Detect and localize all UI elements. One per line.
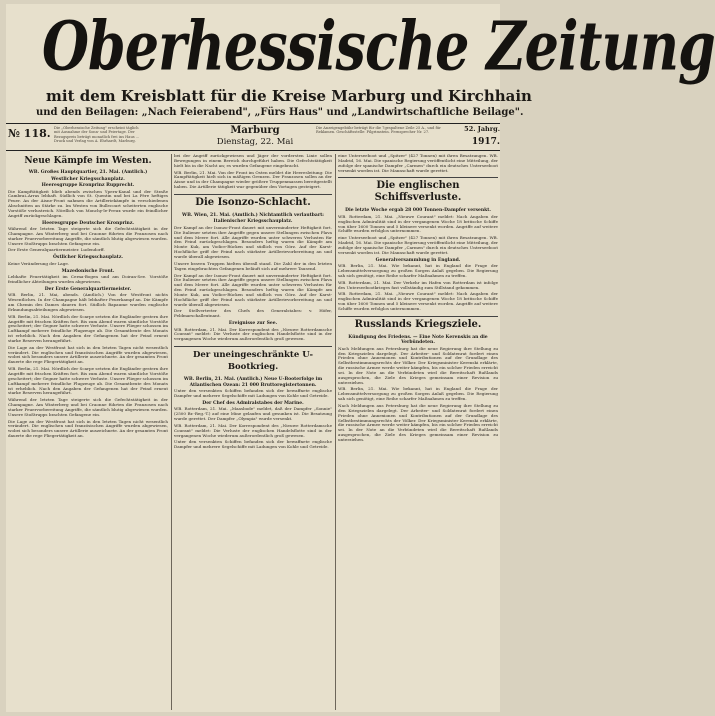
article-paragraph: eine Unterseeboot und „Spitzer" (427 Tonnen) mit ihren Besatzungen. WB. Madrid, 16. Mai. Die spanische Regierung veröffentlicht eine Mitteilung, der zufolge der spanische Dampfer „Carmen" durch ein deutsches Unterseeboot versenkt worden ist. Die Mannschaft wurde gerettet. (338, 235, 498, 255)
dateline: WB. Großes Hauptquartier, 21. Mai. (Amtlich.) (28, 170, 148, 175)
section-subhead: Kündigung des Friedens. — Eine Note Kerenskis an die Verbündeten. (348, 334, 488, 346)
article-paragraph: WB. Rotterdam, 21. Mai. Der Korrespondent des „Nieuwe Rotterdamsche Courant" meldet: Die Verluste der englischen Handelsflotte sind in der vergangenen Woche wiederum außerordentlich groß gewesen. (174, 326, 332, 342)
section-subhead: Die letzte Woche ergab 28 000 Tonnen-Dampfer versenkt. (345, 208, 491, 214)
article-headline: Russlands Kriegsziele. (338, 316, 498, 331)
issue-number: № 118. (8, 127, 51, 140)
article-paragraph: WB. Berlin, 21. Mai, abends. (Amtlich.) Von der Westfront nichts Wesentliches. In der Champagne hält lebhafter Feuerkampf an. Die Kämpfe am Chemin des Dames dauern fort. Südlich Bapaume wurden englische Erkundungsabteilungen abgewiesen. (8, 292, 168, 312)
article-paragraph: Lebhafte Feuertätigkeit im Cerna-Bogen und am Doiran-See. Vorstöße feindlicher Abteilungen wurden abgewiesen. (8, 274, 168, 284)
article-paragraph: Die Kampftätigkeit blieb abends zwischen Ypern-Kanal und der Straße Cambrai–Arras lebhaft. Südlich von St. Quentin und bei La Fère heftiges Feuer. An der Aisne-Front nahmen die Artilleriekämpfe in verschiedenen Abschnitten an Stärke zu. Im Westen von Bullecourt scheiterten englische Vorstöße verlustreich. Nördlich von Monchy-le-Preux wurde ein feindlicher Angriff zurückgeschlagen. (8, 188, 168, 218)
article-paragraph: Unter den versenkten Schiffen befanden sich der bewaffnete englische Dampfer und mehrere Segelschiffe mit Ladungen von Kohle und Getreide. (174, 439, 332, 450)
article-paragraph: Während der letzten Tage steigerte sich die Gefechtstätigkeit in der Champagne. Am Winterberg und bei Craonne führten die Franzosen nach starker Feuervorbereitung Angriffe, die sämtlich blutig abgewiesen wurden. Unsere Stoßtrupps brachten Gefangene ein. (8, 397, 168, 417)
article-paragraph: Keine Veränderung der Lage. (8, 260, 70, 266)
subscription-info: Die „Oberhessische Zeitung" erscheint täglich mit Ausnahme der Sonn- und Feiertage. Der Bezugspreis beträgt monatlich frei ins Haus ... Druck und Verlag von A. Ehrhardt, Marburg. (54, 126, 140, 143)
newspaper-supplements: und den Beilagen: „Nach Feierabend", „Fürs Haus" und „Landwirtschaftliche Beilage". (36, 107, 524, 118)
dateline: WB. Wien, 21. Mai. (Amtlich.) Nichtamtlich verlautbart: (182, 212, 324, 218)
article-paragraph: WB. Berlin, 21. Mai. Wie bekannt, hat in England die Frage der Lebensmittelversorgung zu großen Sorgen Anlaß gegeben. Die Regierung sah sich genötigt, eine Reihe scharfer Maßnahmen zu treffen. (338, 386, 498, 402)
article-paragraph: Nach Meldungen aus Petersburg hat die neue Regierung ihre Stellung zu den Kriegszielen dargelegt. Der Arbeiter- und Soldatenrat fordert einen Frieden ohne Annexionen und Kontributionen auf der Grundlage des Selbstbestimmungsrechts der Völker. Der Kriegsminister Kerenski erklärte, die russische Armee werde weiter kämpfen, bis ein solcher Frieden erreicht sei. In der Note an die Verbündeten wird die Bereitschaft Rußlands ausgesprochen, die Ziele des Krieges gemeinsam einer Revision zu unterziehen. (338, 345, 498, 385)
article-paragraph: Der Kampf an der Isonzo-Front dauert mit unverminderter Heftigkeit fort. Die Italiener setzten ihre Angriffe gegen unsere Stellungen zwischen Plava und dem Meere fort. Alle Angriffe wurden unter schweren Verlusten für den Feind zurückgeschlagen. Besonders heftig waren die Kämpfe am Monte Kuk, am Vodice-Rücken und südlich von Görz. Auf der Karst-Hochfläche griff der Feind nach stärkster Artillerievorbereitung an und wurde überall abgewiesen. (174, 224, 332, 259)
newspaper-page (6, 4, 715, 712)
article-paragraph: WB. Rotterdam, 21. Mai. Der Verkehr im Hafen von Rotterdam ist infolge des Unterseebootkrieges fast vollständig zum Stillstand gekommen. (338, 279, 498, 290)
issue-date: Dienstag, 22. Mai (216, 137, 294, 147)
column-3 (338, 154, 498, 710)
section-subhead: Östlicher Kriegsschauplatz. (52, 255, 123, 261)
article-paragraph: bei der Angriff zurückgewiesen und Jäger der vordersten Linie sollen Bewegungen in einem Bereich durchgeführt haben. Die Gefechtstätigkeit hielt bis in die Nacht an; es wurden Gefangene eingebracht. (174, 153, 332, 168)
issue-place: Marburg (230, 125, 280, 136)
column-1 (8, 154, 168, 710)
advertising-info: Die Anzeigengebühr beträgt für die 7gespaltene Zeile 25 A., und für Reklamen. Geschäftsstelle: Pilgrimstein. Fernsprecher Nr. 27. (316, 126, 441, 135)
section-subhead: Italienischer Kriegsschauplatz. (213, 219, 293, 225)
section-subhead: Westlicher Kriegsschauplatz. (51, 176, 125, 182)
article-paragraph: Unter den versenkten Schiffen befanden sich der bewaffnete englische Dampfer und mehrere Segelschiffe mit Ladungen von Kohle und Getreide. (174, 388, 332, 398)
issue-volume: 52. Jahrg. (464, 125, 500, 133)
column-2 (174, 154, 332, 710)
section-subhead: Der Erste Generalquartiermeister. (44, 286, 132, 292)
article-paragraph: Während der letzten Tage steigerte sich die Gefechtstätigkeit in der Champagne. Am Winterberg und bei Craonne führten die Franzosen nach starker Feuervorbereitung Angriffe, die sämtlich blutig abgewiesen wurden. Unsere Stoßtrupps brachten Gefangene ein. (8, 226, 168, 246)
issue-year: 1917. (471, 137, 500, 147)
article-paragraph: Der Stellvertreter des Chefs des Generalstabes: v. Höfer, Feldmarschalleutnant. (174, 308, 332, 319)
newspaper-subtitle: mit dem Kreisblatt für die Kreise Marburg und Kirchhain (46, 87, 532, 105)
article-paragraph: WB. Berlin, 21. Mai. Nördlich der Scarpe setzten die Engländer gestern ihre Angriffe mit frischen Kräften fort. Bis zum Abend waren sämtliche Vorstöße gescheitert; der Gegner hatte schwere Verluste. Unsere Flieger schossen im Luftkampf mehrere feindliche Flugzeuge ab. Die Gesamtbeute des Monats ist erheblich. Nach den Angaben der Gefangenen hat der Feind erneut starke Reserven herangeführt. (8, 313, 168, 343)
article-headline: Die englischen Schiffsverluste. (338, 177, 498, 204)
article-paragraph: Unsere braven Truppen hielten überall stand. Die Zahl der in den letzten Tagen eingebrachten Gefangenen beläuft sich auf mehrere Tausend. (174, 260, 332, 271)
article-paragraph: Der Kampf an der Isonzo-Front dauert mit unverminderter Heftigkeit fort. Die Italiener setzten ihre Angriffe gegen unsere Stellungen zwischen Plava und dem Meere fort. Alle Angriffe wurden unter schweren Verlusten für den Feind zurückgeschlagen. Besonders heftig waren die Kämpfe am Monte Kuk, am Vodice-Rücken und südlich von Görz. Auf der Karst-Hochfläche griff der Feind nach stärkster Artillerievorbereitung an und wurde überall abgewiesen. (174, 272, 332, 307)
article-paragraph: WB. Berlin, 21. Mai. Von der Front im Osten meldet die Heeresleitung: Die Kampftätigkeit hielt sich in mäßigen Grenzen. Der Franzosen sollen an der Aisne und in der Champagne wieder größere Truppenmassen bereitgestellt haben. Die Artillerie tätigkeit war gegenüber den Vortagen gesteigert. (174, 169, 332, 190)
article-headline: Neue Kämpfe im Westen. (24, 156, 152, 166)
article-paragraph: WB. Rotterdam, 21. Mai. Der Korrespondent des „Nieuwe Rotterdamsche Courant" meldet: Die Verluste der englischen Handelsflotte sind in der vergangenen Woche wiederum außerordentlich groß gewesen. (174, 422, 332, 438)
article-paragraph: WB. Berlin, 21. Mai. Nördlich der Scarpe setzten die Engländer gestern ihre Angriffe mit frischen Kräften fort. Bis zum Abend waren sämtliche Vorstöße gescheitert; der Gegner hatte schwere Verluste. Unsere Flieger schossen im Luftkampf mehrere feindliche Flugzeuge ab. Die Gesamtbeute des Monats ist erheblich. Nach den Angaben der Gefangenen hat der Feind erneut starke Reserven herangeführt. (8, 366, 168, 396)
article-headline: Die Isonzo-Schlacht. (174, 194, 332, 209)
masthead (6, 4, 715, 149)
newspaper-title: Oberhessische Zeitung (42, 5, 715, 86)
section-subhead: Generalversammlung in England. (375, 257, 461, 263)
issue-info-bar (6, 123, 500, 151)
section-subhead: Mazedonische Front. (61, 268, 115, 274)
column-rule (335, 154, 336, 710)
article-paragraph: WB. Berlin, 21. Mai. Wie bekannt, hat in England die Frage der Lebensmittelversorgung zu großen Sorgen Anlaß gegeben. Die Regierung sah sich genötigt, eine Reihe scharfer Maßnahmen zu treffen. (338, 263, 498, 278)
section-subhead: Heeresgruppe Kronprinz Rupprecht. (41, 183, 135, 188)
article-paragraph: WB. Rotterdam, 21. Mai. „Maasbode" meldet, daß der Dampfer „Sonnie" (2500 Br.-Reg.-T.) auf eine Mine gelaufen und gesunken ist. Die Besatzung wurde gerettet. Der Dampfer „Olympia" wurde versenkt. (174, 406, 332, 421)
article-paragraph: WB. Rotterdam, 21. Mai. „Nieuwe Courant" meldet: Nach Angaben der englischen Admiralität sind in der vergangenen Woche 18 britische Schiffe von über 1600 Tonnen und 5 kleinere versenkt worden. Angriffe auf weitere Schiffe wurden erfolglos unternommen. (338, 213, 498, 234)
article-paragraph: Die Lage an der Westfront hat sich in den letzten Tagen nicht wesentlich verändert. Die englischen und französischen Angriffe wurden abgewiesen, wobei sich besonders unsere Artillerie auszeichnete. An der gesamten Front dauerte die rege Fliegertätigkeit an. (8, 344, 168, 365)
dateline: WB. Berlin, 21. Mai. (Amtlich.) Neue U-Booterfolge im Atlantischen Ozean: 21 000 Bruttoregistertonnen. (183, 377, 323, 388)
article-paragraph: Der Erste Generalquartiermeister. Ludendorff. (8, 247, 105, 253)
section-subhead: Ereignisse zur See. (228, 321, 278, 327)
section-subhead: Heeresgruppe Deutscher Kronprinz. (42, 220, 134, 226)
column-rule (171, 154, 172, 710)
article-paragraph: Nach Meldungen aus Petersburg hat die neue Regierung ihre Stellung zu den Kriegszielen dargelegt. Der Arbeiter- und Soldatenrat fordert einen Frieden ohne Annexionen und Kontributionen auf der Grundlage des Selbstbestimmungsrechts der Völker. Der Kriegsminister Kerenski erklärte, die russische Armee werde weiter kämpfen, bis ein solcher Frieden erreicht sei. In der Note an die Verbündeten wird die Bereitschaft Rußlands ausgesprochen, die Ziele des Krieges gemeinsam einer Revision zu unterziehen. (338, 403, 498, 442)
section-subhead: Der Chef des Admiralstabes der Marine. (202, 400, 304, 406)
article-headline: Der uneingeschränkte U-Bootkrieg. (174, 346, 332, 373)
article-paragraph: WB. Rotterdam, 21. Mai. „Nieuwe Courant" meldet: Nach Angaben der englischen Admiralität sind in der vergangenen Woche 18 britische Schiffe von über 1600 Tonnen und 5 kleinere versenkt worden. Angriffe auf weitere Schiffe wurden erfolglos unternommen. (338, 291, 498, 311)
article-paragraph: Die Lage an der Westfront hat sich in den letzten Tagen nicht wesentlich verändert. Die englischen und französischen Angriffe wurden abgewiesen, wobei sich besonders unsere Artillerie auszeichnete. An der gesamten Front dauerte die rege Fliegertätigkeit an. (8, 418, 168, 439)
article-paragraph: eine Unterseeboot und „Spitzer" (427 Tonnen) mit ihren Besatzungen. WB. Madrid, 16. Mai. Die spanische Regierung veröffentlicht eine Mitteilung, der zufolge der spanische Dampfer „Carmen" durch ein deutsches Unterseeboot versenkt worden ist. Die Mannschaft wurde gerettet. (338, 153, 498, 173)
